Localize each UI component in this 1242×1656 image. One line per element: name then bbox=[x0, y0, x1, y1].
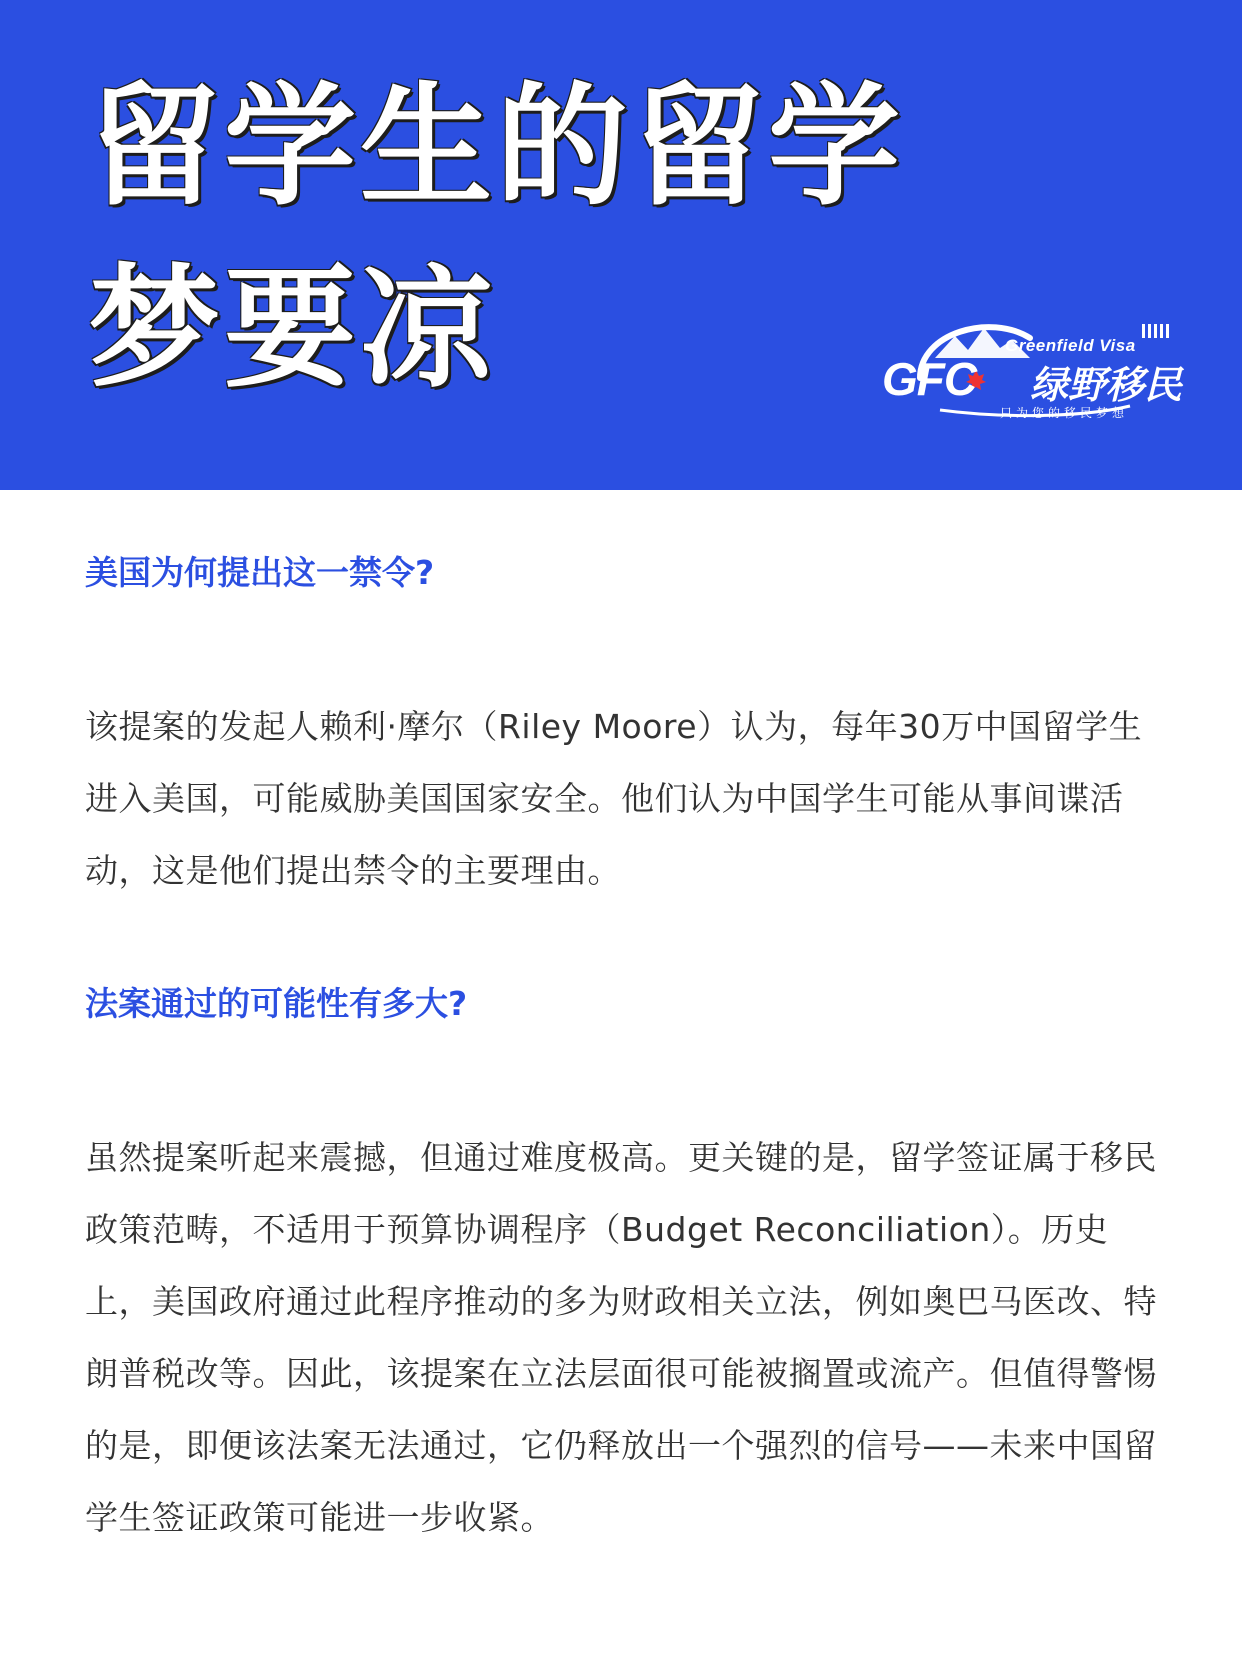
header-banner bbox=[0, 0, 1242, 490]
title-line-2: 梦要凉 bbox=[88, 251, 496, 406]
section-paragraph-2: 虽然提案听起来震撼，但通过难度极高。更关键的是，留学签证属于移民政策范畴，不适用于预算协调程序（Budget Reconciliation）。历史上，美国政府通过此程序推动的多为财政相关立法，例如奥巴马医改、特朗普税改等。因此，该提案在立法层面很可能被搁置或流产。但值得警惕的是，即便该法案无法通过，它仍释放出一个强烈的信号——未来中国留学生签证政策可能进一步收紧。 bbox=[85, 1138, 1157, 1537]
logo-chinese-text: 绿野移民 bbox=[1030, 363, 1183, 407]
title-line-1: 留学生的留学 bbox=[88, 69, 904, 224]
logo-english-text: Greenfield Visa bbox=[1005, 336, 1136, 355]
logo-slogan: 只为您的移民梦想 bbox=[1000, 406, 1129, 420]
brand-logo bbox=[880, 318, 1210, 428]
logo-gfc-text: GFC bbox=[882, 353, 977, 405]
section-heading-1: 美国为何提出这一禁令? bbox=[85, 553, 435, 592]
section-heading-2: 法案通过的可能性有多大? bbox=[85, 984, 468, 1023]
section-paragraph-1: 该提案的发起人赖利·摩尔（Riley Moore）认为，每年30万中国留学生进入美国，可能威胁美国国家安全。他们认为中国学生可能从事间谍活动，这是他们提出禁令的主要理由。 bbox=[85, 707, 1143, 890]
